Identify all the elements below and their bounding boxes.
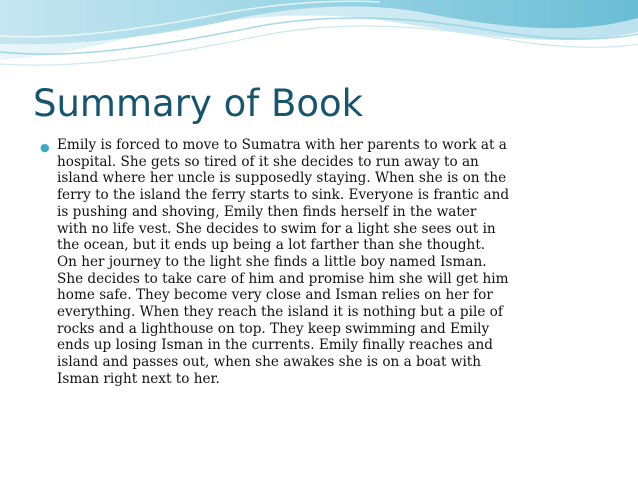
bullet-icon: ● — [40, 141, 50, 154]
decorative-wave-header — [0, 0, 638, 80]
slide-body — [40, 137, 612, 388]
paragraph-line: home safe. They become very close and Isman relies on her for — [57, 287, 493, 304]
paragraph-line: Isman right next to her. — [57, 370, 220, 387]
paragraph-line: is pushing and shoving, Emily then finds herself in the water — [57, 203, 477, 220]
paragraph-line: ends up losing Isman in the currents. Emily finally reaches and — [57, 337, 493, 354]
slide-title: Summary of Book — [33, 82, 364, 125]
summary-paragraph — [57, 137, 612, 388]
paragraph-line: On her journey to the light she finds a little boy named Isman. — [57, 253, 487, 270]
paragraph-line: rocks and a lighthouse on top. They keep swimming and Emily — [57, 320, 490, 337]
paragraph-line: Emily is forced to move to Sumatra with her parents to work at a — [57, 137, 507, 153]
paragraph-line: She decides to take care of him and promise him she will get him — [57, 270, 509, 287]
paragraph-line: ferry to the island the ferry starts to sink. Everyone is frantic and — [57, 187, 510, 204]
paragraph-line: everything. When they reach the island it is nothing but a pile of — [57, 304, 503, 321]
bullet-item — [40, 137, 612, 388]
paragraph-line: island where her uncle is supposedly staying. When she is on the — [57, 170, 507, 187]
paragraph-line: hospital. She gets so tired of it she decides to run away to an — [57, 153, 479, 170]
paragraph-line: with no life vest. She decides to swim for a light she sees out in — [57, 220, 496, 237]
paragraph-line: island and passes out, when she awakes she is on a boat with — [57, 354, 482, 371]
paragraph-line: the ocean, but it ends up being a lot farther than she thought. — [57, 237, 486, 254]
